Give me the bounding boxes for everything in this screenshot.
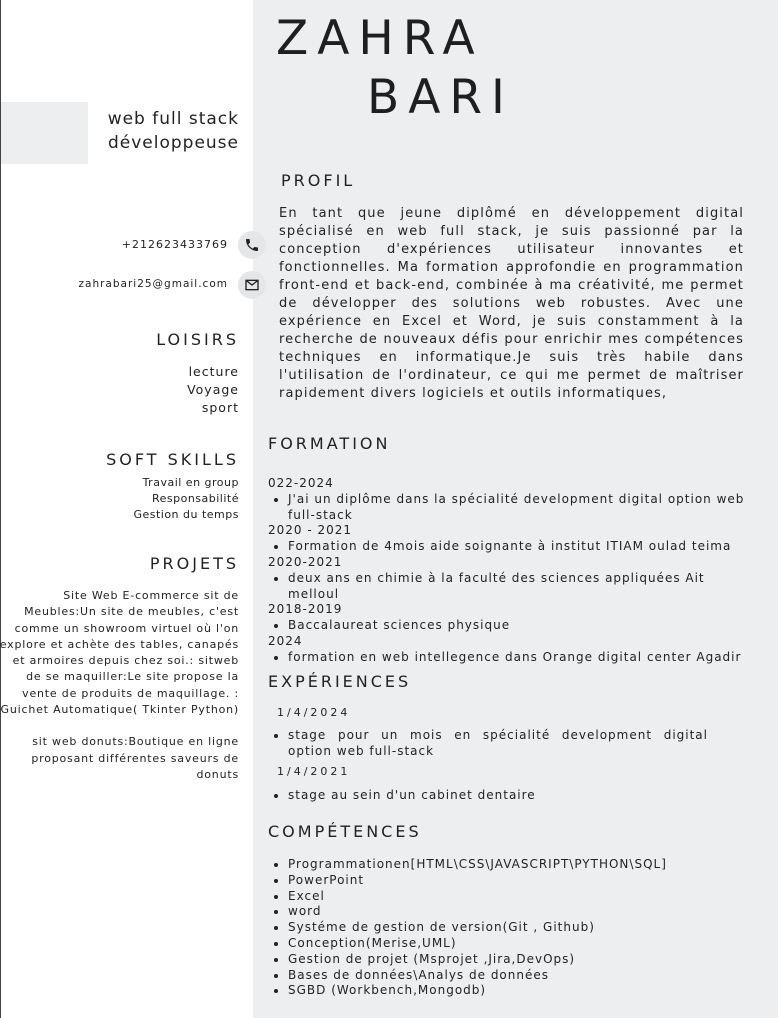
job-title-line2: développeuse [107, 133, 239, 153]
formation-date: 022-2024 [268, 476, 334, 490]
job-title [108, 107, 239, 155]
formation-date: 2024 [268, 633, 303, 648]
list-item: • Gestion de projet (Msprojet ,Jira,DevOps) [288, 952, 768, 968]
list-item: sport [201, 400, 239, 415]
subtitle-accent-box [1, 102, 88, 164]
list-item: Gestion du temps [133, 508, 239, 521]
competences-list [268, 857, 768, 999]
formation-date: 2018-2019 [268, 602, 343, 617]
list-item: • Systéme de gestion de version(Git , Github) [288, 920, 768, 936]
list-item: Travail en group [142, 476, 239, 489]
phone-number: +212623433769 [121, 238, 228, 251]
list-item: • Bases de données\Analys de données [288, 968, 768, 984]
formation-item: • deux ans en chimie à la faculté des sciences appliquées Ait melloul [288, 571, 748, 603]
projets-text [0, 588, 239, 783]
list-item: • Conception(Merise,UML) [288, 936, 768, 952]
experience-list [268, 787, 708, 803]
profil-heading: PROFIL [281, 171, 356, 190]
projet-paragraph: sit web donuts:Boutique en ligne proposant différentes saveurs de donuts [31, 735, 239, 781]
profil-text: En tant que jeune diplômé en développement digital spécialisé en web full stack, je suis passionné par la conception d'expériences utilisateur innovantes et fonctionnelles. Ma formation approfondie en programmation front-end et back-end, combinée à ma créativité, me permet de développer des solutions web robustes. Avec une expérience en Excel et Word, je suis constamment à la recherche de nouveaux défis pour enrichir mes compétences techniques en informatique.Je suis très habile dans l'utilisation de l'ordinateur, ce qui me permet de maîtriser rapidement divers logiciels et outils informatiques, [279, 206, 744, 401]
formation-date: 2020 - 2021 [268, 523, 353, 538]
list-item: • SGBD (Workbench,Mongodb) [288, 983, 768, 999]
name-last: BARI [367, 70, 514, 125]
name-first: ZAHRA [276, 11, 484, 66]
experience-list [268, 727, 708, 759]
envelope-icon [238, 271, 266, 299]
list-item: • Programmationen[HTML\CSS\JAVASCRIPT\PYTHON\SQL] [288, 857, 768, 873]
formation-list [268, 476, 748, 666]
experiences-heading: EXPÉRIENCES [268, 672, 412, 691]
list-item: • Excel [288, 889, 768, 905]
experience-date: 1/4/2024 [277, 706, 351, 719]
soft-skills-list [133, 475, 239, 523]
soft-skills-heading: SOFT SKILLS [106, 450, 239, 469]
formation-item: • formation en web intellegence dans Orange digital center Agadir [288, 650, 748, 666]
projet-paragraph: Site Web E-commerce sit de Meubles:Un site de meubles, c'est comme un showroom virtuel où l'on explore et achète des tables, canapés et armoires depuis chez soi.: sitweb de se maquiller:Le site propose la vente de produits de maquillage. : Guichet Automatique( Tkinter Python) [0, 589, 239, 717]
email-address: zahrabari25@gmail.com [78, 278, 228, 290]
phone-icon [238, 231, 266, 259]
experience-item: • stage au sein d'un cabinet dentaire [288, 787, 708, 803]
list-item: lecture [188, 364, 239, 379]
projets-heading: PROJETS [149, 554, 239, 573]
formation-item: • J'ai un diplôme dans la spécialité development digital option web full-stack [288, 492, 748, 524]
formation-heading: FORMATION [268, 434, 391, 453]
list-item: • word [288, 904, 768, 920]
list-item: • PowerPoint [288, 873, 768, 889]
list-item: Voyage [187, 382, 239, 397]
formation-item: • Formation de 4mois aide soignante à institut ITIAM oulad teima [288, 539, 748, 555]
loisirs-list [187, 363, 239, 417]
formation-date: 2020-2021 [268, 554, 343, 569]
list-item: Responsabilité [151, 492, 239, 505]
competences-heading: COMPÉTENCES [268, 822, 422, 841]
experience-date: 1/4/2021 [277, 765, 351, 778]
experience-item: • stage pour un mois en spécialité development digital option web full-stack [288, 727, 708, 759]
job-title-line1: web full stack [107, 109, 239, 129]
formation-item: • Baccalaureat sciences physique [288, 618, 748, 634]
loisirs-heading: LOISIRS [156, 330, 239, 349]
